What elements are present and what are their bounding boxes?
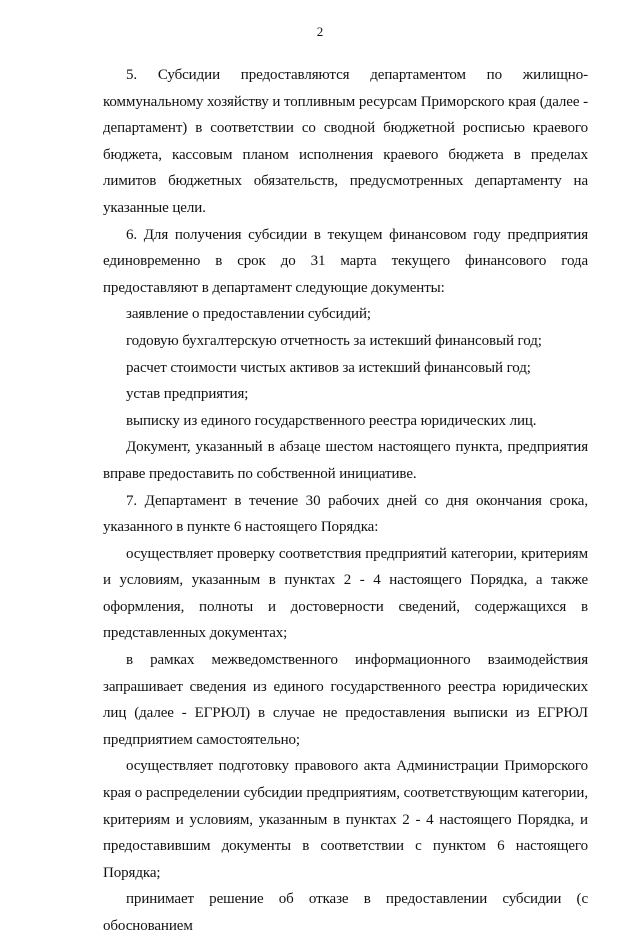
page-number: 2: [316, 24, 324, 39]
list-item-charter: устав предприятия;: [126, 386, 249, 403]
list-item-legal-act: осуществляет подготовку правового акта Администрации Приморского края о распределении субсидии предприятиям, соответствующим категории, критериям и условиям, указанным в пунктах 2 - 4 настоящего Порядка, и предоставившим документы в соответствии с пунктом 6 настоящего Порядка;: [103, 758, 588, 881]
list-item-net-assets: расчет стоимости чистых активов за истекший финансовый год;: [126, 359, 531, 376]
list-item-registry-extract: выписку из единого государственного реестра юридических лиц.: [126, 412, 537, 429]
list-item-refusal-decision: принимает решение об отказе в предоставлении субсидии (с обоснованием: [103, 891, 588, 934]
paragraph-item-6: 6. Для получения субсидии в текущем финансовом году предприятия единовременно в срок до 31 марта текущего финансового года предоставляют в департамент следующие документы:: [103, 226, 588, 296]
list-item-egrul-request: в рамках межведомственного информационного взаимодействия запрашивает сведения из единого государственного реестра юридических лиц (далее - ЕГРЮЛ) в случае не предоставления выписки из ЕГРЮЛ предприятием самостоятельно;: [103, 652, 588, 748]
document-body: [103, 62, 588, 940]
paragraph-item-5: 5. Субсидии предоставляются департаментом по жилищно-коммунальному хозяйству и топливным ресурсам Приморского края (далее - департамент) в соответствии со сводной бюджетной росписью краевого бюджета, кассовым планом исполнения краевого бюджета в пределах лимитов бюджетных обязательств, предусмотренных департаменту на указанные цели.: [103, 67, 588, 216]
paragraph-item-7: 7. Департамент в течение 30 рабочих дней со дня окончания срока, указанного в пункте 6 настоящего Порядка:: [103, 492, 588, 536]
list-item-application: заявление о предоставлении субсидий;: [126, 306, 371, 323]
list-item-accounting-report: годовую бухгалтерскую отчетность за истекший финансовый год;: [126, 332, 542, 349]
paragraph-document-note: Документ, указанный в абзаце шестом настоящего пункта, предприятия вправе предоставить по собственной инициативе.: [103, 439, 588, 482]
list-item-verification: осуществляет проверку соответствия предприятий категории, критериям и условиям, указанным в пунктах 2 - 4 настоящего Порядка, а также оформления, полноты и достоверности сведений, содержащихся в представленных документах;: [103, 545, 588, 642]
